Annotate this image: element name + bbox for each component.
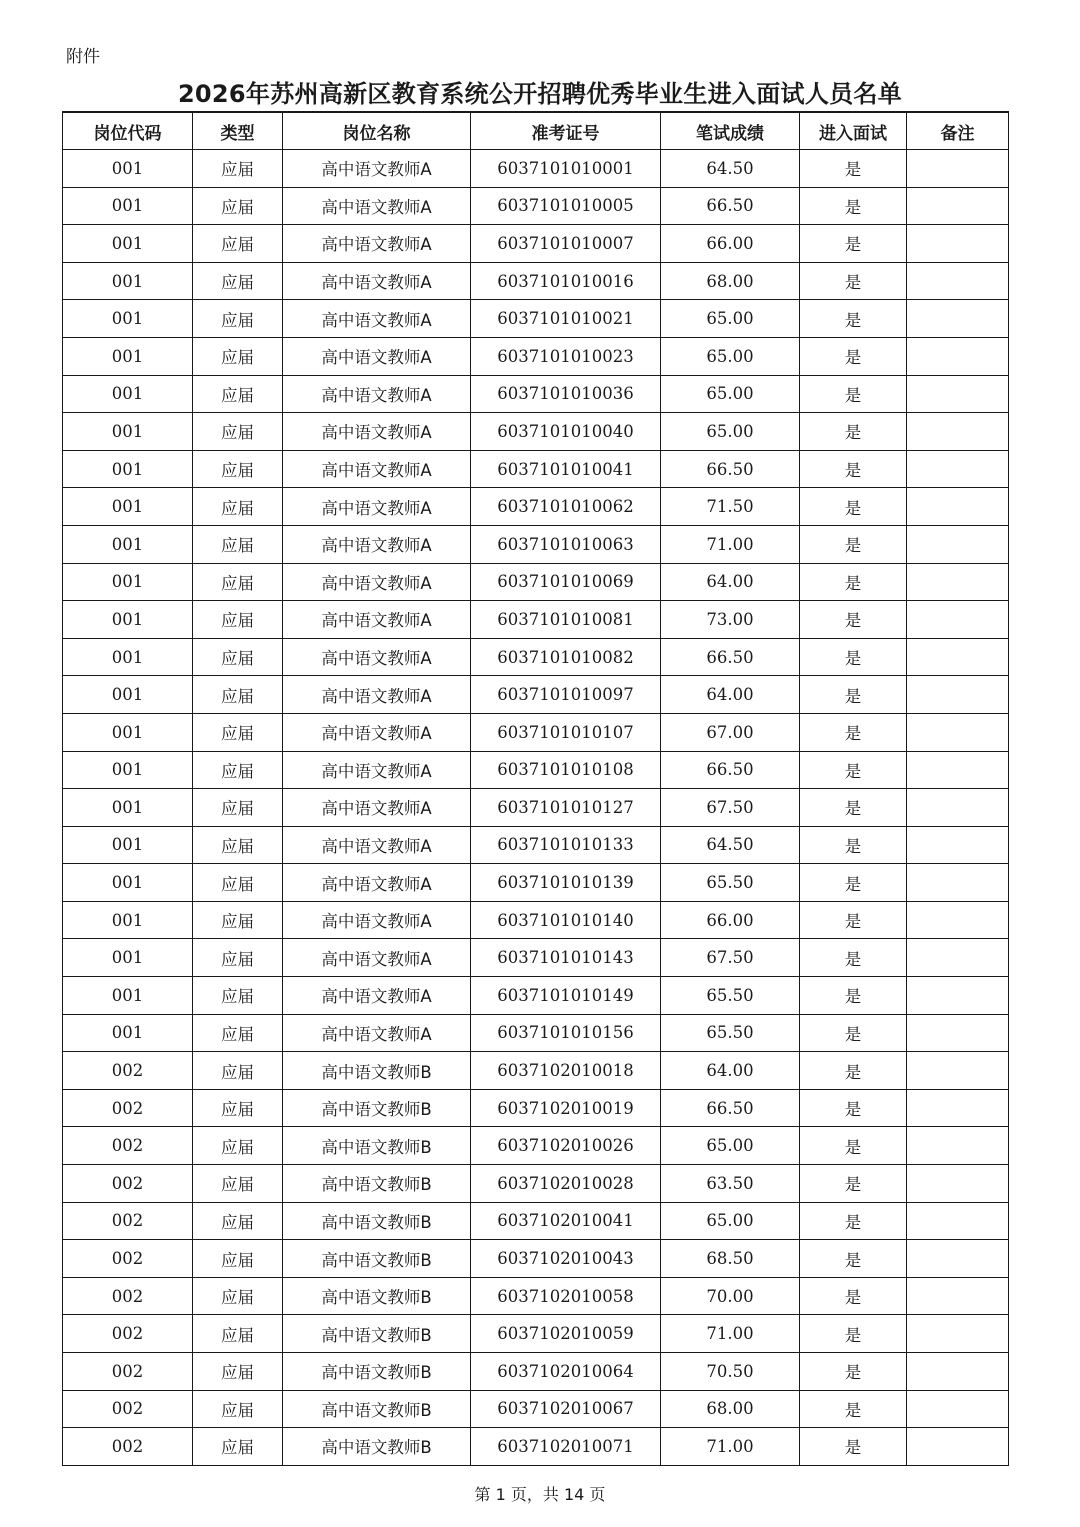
cell-remarks	[907, 225, 1009, 263]
cell-type: 应届	[193, 826, 283, 864]
cell-post-name: 高中语文教师A	[283, 375, 471, 413]
cell-post-name: 高中语文教师A	[283, 563, 471, 601]
cell-remarks	[907, 1240, 1009, 1278]
cell-remarks	[907, 1202, 1009, 1240]
cell-remarks	[907, 187, 1009, 225]
cell-type: 应届	[193, 1089, 283, 1127]
cell-post-code: 002	[63, 1277, 193, 1315]
cell-written-score: 67.50	[661, 789, 800, 827]
cell-written-score: 71.50	[661, 488, 800, 526]
cell-remarks	[907, 1052, 1009, 1090]
cell-interview: 是	[800, 1089, 907, 1127]
cell-type: 应届	[193, 563, 283, 601]
cell-written-score: 66.00	[661, 225, 800, 263]
cell-written-score: 71.00	[661, 1428, 800, 1466]
cell-type: 应届	[193, 300, 283, 338]
cell-type: 应届	[193, 262, 283, 300]
table-row	[63, 939, 1009, 977]
cell-remarks	[907, 1014, 1009, 1052]
cell-remarks	[907, 638, 1009, 676]
cell-post-code: 002	[63, 1127, 193, 1165]
table-row	[63, 1428, 1009, 1466]
cell-interview: 是	[800, 638, 907, 676]
cell-exam-ticket: 6037101010001	[471, 150, 661, 188]
cell-written-score: 66.50	[661, 638, 800, 676]
cell-exam-ticket: 6037101010016	[471, 262, 661, 300]
table-row	[63, 300, 1009, 338]
cell-post-name: 高中语文教师A	[283, 676, 471, 714]
cell-written-score: 65.00	[661, 300, 800, 338]
cell-exam-ticket: 6037101010140	[471, 901, 661, 939]
cell-post-code: 001	[63, 789, 193, 827]
cell-exam-ticket: 6037101010081	[471, 601, 661, 639]
cell-written-score: 65.00	[661, 413, 800, 451]
cell-remarks	[907, 375, 1009, 413]
cell-interview: 是	[800, 826, 907, 864]
cell-post-code: 001	[63, 826, 193, 864]
cell-post-name: 高中语文教师A	[283, 1014, 471, 1052]
cell-interview: 是	[800, 225, 907, 263]
cell-interview: 是	[800, 713, 907, 751]
cell-interview: 是	[800, 1428, 907, 1466]
cell-written-score: 65.50	[661, 864, 800, 902]
cell-type: 应届	[193, 1277, 283, 1315]
cell-type: 应届	[193, 601, 283, 639]
cell-remarks	[907, 337, 1009, 375]
table-row	[63, 1277, 1009, 1315]
cell-post-name: 高中语文教师A	[283, 262, 471, 300]
cell-exam-ticket: 6037101010007	[471, 225, 661, 263]
table-row	[63, 977, 1009, 1015]
cell-type: 应届	[193, 713, 283, 751]
cell-interview: 是	[800, 1277, 907, 1315]
cell-type: 应届	[193, 1390, 283, 1428]
cell-written-score: 66.50	[661, 1089, 800, 1127]
cell-post-name: 高中语文教师A	[283, 901, 471, 939]
cell-type: 应届	[193, 1165, 283, 1203]
cell-exam-ticket: 6037101010069	[471, 563, 661, 601]
cell-written-score: 65.00	[661, 375, 800, 413]
cell-exam-ticket: 6037101010063	[471, 525, 661, 563]
cell-post-name: 高中语文教师B	[283, 1052, 471, 1090]
cell-post-code: 001	[63, 1014, 193, 1052]
cell-post-code: 001	[63, 187, 193, 225]
cell-post-code: 001	[63, 300, 193, 338]
cell-interview: 是	[800, 488, 907, 526]
cell-post-name: 高中语文教师A	[283, 638, 471, 676]
cell-exam-ticket: 6037101010097	[471, 676, 661, 714]
cell-exam-ticket: 6037101010062	[471, 488, 661, 526]
cell-post-name: 高中语文教师A	[283, 939, 471, 977]
cell-interview: 是	[800, 1014, 907, 1052]
cell-remarks	[907, 751, 1009, 789]
column-header-written-score: 笔试成绩	[661, 112, 800, 150]
cell-post-name: 高中语文教师A	[283, 826, 471, 864]
cell-exam-ticket: 6037101010143	[471, 939, 661, 977]
cell-post-code: 001	[63, 864, 193, 902]
cell-remarks	[907, 789, 1009, 827]
cell-post-name: 高中语文教师B	[283, 1353, 471, 1391]
table-header-row	[63, 112, 1009, 150]
cell-post-name: 高中语文教师A	[283, 337, 471, 375]
cell-interview: 是	[800, 939, 907, 977]
cell-written-score: 68.50	[661, 1240, 800, 1278]
cell-interview: 是	[800, 187, 907, 225]
cell-exam-ticket: 6037101010005	[471, 187, 661, 225]
cell-written-score: 70.00	[661, 1277, 800, 1315]
table-row	[63, 826, 1009, 864]
column-header-post-code: 岗位代码	[63, 112, 193, 150]
cell-written-score: 65.00	[661, 1127, 800, 1165]
cell-post-code: 001	[63, 337, 193, 375]
cell-type: 应届	[193, 901, 283, 939]
cell-type: 应届	[193, 1428, 283, 1466]
table-row	[63, 563, 1009, 601]
cell-type: 应届	[193, 525, 283, 563]
cell-post-code: 001	[63, 638, 193, 676]
cell-post-code: 002	[63, 1353, 193, 1391]
cell-type: 应届	[193, 1240, 283, 1278]
cell-post-code: 001	[63, 450, 193, 488]
cell-type: 应届	[193, 413, 283, 451]
cell-type: 应届	[193, 1315, 283, 1353]
cell-type: 应届	[193, 638, 283, 676]
cell-remarks	[907, 262, 1009, 300]
table-row	[63, 488, 1009, 526]
cell-interview: 是	[800, 1052, 907, 1090]
cell-exam-ticket: 6037101010036	[471, 375, 661, 413]
cell-post-name: 高中语文教师A	[283, 225, 471, 263]
cell-type: 应届	[193, 337, 283, 375]
cell-written-score: 64.50	[661, 150, 800, 188]
cell-written-score: 64.00	[661, 676, 800, 714]
table-row	[63, 413, 1009, 451]
cell-post-code: 002	[63, 1390, 193, 1428]
cell-post-name: 高中语文教师A	[283, 525, 471, 563]
cell-written-score: 67.50	[661, 939, 800, 977]
cell-type: 应届	[193, 789, 283, 827]
cell-exam-ticket: 6037101010107	[471, 713, 661, 751]
cell-exam-ticket: 6037101010040	[471, 413, 661, 451]
cell-interview: 是	[800, 413, 907, 451]
cell-written-score: 65.00	[661, 1202, 800, 1240]
cell-post-name: 高中语文教师B	[283, 1089, 471, 1127]
cell-interview: 是	[800, 977, 907, 1015]
cell-post-name: 高中语文教师A	[283, 150, 471, 188]
cell-remarks	[907, 1165, 1009, 1203]
cell-exam-ticket: 6037101010023	[471, 337, 661, 375]
cell-post-code: 002	[63, 1165, 193, 1203]
table-row	[63, 337, 1009, 375]
cell-exam-ticket: 6037102010026	[471, 1127, 661, 1165]
table-row	[63, 864, 1009, 902]
cell-interview: 是	[800, 751, 907, 789]
cell-written-score: 71.00	[661, 1315, 800, 1353]
cell-type: 应届	[193, 751, 283, 789]
cell-interview: 是	[800, 789, 907, 827]
cell-exam-ticket: 6037102010059	[471, 1315, 661, 1353]
cell-exam-ticket: 6037101010133	[471, 826, 661, 864]
table-row	[63, 1202, 1009, 1240]
cell-type: 应届	[193, 187, 283, 225]
cell-exam-ticket: 6037101010021	[471, 300, 661, 338]
cell-post-name: 高中语文教师B	[283, 1315, 471, 1353]
cell-written-score: 64.00	[661, 1052, 800, 1090]
cell-post-name: 高中语文教师A	[283, 187, 471, 225]
cell-post-code: 001	[63, 488, 193, 526]
table-row	[63, 1353, 1009, 1391]
table-row	[63, 1165, 1009, 1203]
cell-exam-ticket: 6037101010127	[471, 789, 661, 827]
cell-post-name: 高中语文教师B	[283, 1390, 471, 1428]
cell-post-code: 001	[63, 525, 193, 563]
cell-written-score: 66.50	[661, 751, 800, 789]
cell-exam-ticket: 6037102010018	[471, 1052, 661, 1090]
cell-exam-ticket: 6037102010064	[471, 1353, 661, 1391]
cell-post-name: 高中语文教师A	[283, 751, 471, 789]
page-number: 第 1 页，共 14 页	[474, 1485, 606, 1504]
column-header-interview: 进入面试	[800, 112, 907, 150]
cell-remarks	[907, 939, 1009, 977]
cell-type: 应届	[193, 150, 283, 188]
cell-remarks	[907, 1353, 1009, 1391]
cell-remarks	[907, 713, 1009, 751]
cell-exam-ticket: 6037102010071	[471, 1428, 661, 1466]
cell-post-name: 高中语文教师A	[283, 977, 471, 1015]
cell-post-name: 高中语文教师B	[283, 1127, 471, 1165]
cell-exam-ticket: 6037102010043	[471, 1240, 661, 1278]
cell-exam-ticket: 6037101010139	[471, 864, 661, 902]
cell-post-code: 002	[63, 1052, 193, 1090]
table-row	[63, 187, 1009, 225]
cell-post-name: 高中语文教师A	[283, 864, 471, 902]
cell-remarks	[907, 901, 1009, 939]
cell-post-code: 002	[63, 1315, 193, 1353]
cell-remarks	[907, 977, 1009, 1015]
cell-post-code: 001	[63, 751, 193, 789]
cell-remarks	[907, 413, 1009, 451]
cell-interview: 是	[800, 1353, 907, 1391]
cell-post-code: 001	[63, 977, 193, 1015]
cell-interview: 是	[800, 1127, 907, 1165]
table-row	[63, 713, 1009, 751]
cell-remarks	[907, 864, 1009, 902]
cell-written-score: 66.50	[661, 187, 800, 225]
cell-exam-ticket: 6037102010058	[471, 1277, 661, 1315]
table-row	[63, 1052, 1009, 1090]
cell-type: 应届	[193, 375, 283, 413]
cell-remarks	[907, 525, 1009, 563]
cell-type: 应届	[193, 1202, 283, 1240]
table-row	[63, 751, 1009, 789]
cell-remarks	[907, 488, 1009, 526]
table-row	[63, 1390, 1009, 1428]
cell-post-code: 001	[63, 413, 193, 451]
cell-interview: 是	[800, 337, 907, 375]
cell-post-code: 001	[63, 150, 193, 188]
table-body	[63, 150, 1009, 1466]
cell-remarks	[907, 676, 1009, 714]
cell-post-name: 高中语文教师A	[283, 413, 471, 451]
cell-post-name: 高中语文教师A	[283, 713, 471, 751]
table-row	[63, 1014, 1009, 1052]
cell-exam-ticket: 6037102010019	[471, 1089, 661, 1127]
cell-post-code: 001	[63, 262, 193, 300]
cell-remarks	[907, 300, 1009, 338]
cell-interview: 是	[800, 375, 907, 413]
column-header-exam-ticket: 准考证号	[471, 112, 661, 150]
cell-written-score: 65.50	[661, 977, 800, 1015]
cell-post-code: 002	[63, 1089, 193, 1127]
cell-post-code: 001	[63, 601, 193, 639]
cell-post-name: 高中语文教师A	[283, 300, 471, 338]
cell-post-name: 高中语文教师B	[283, 1428, 471, 1466]
cell-written-score: 65.00	[661, 337, 800, 375]
attachment-label: 附件	[66, 47, 100, 67]
cell-written-score: 67.00	[661, 713, 800, 751]
cell-interview: 是	[800, 563, 907, 601]
cell-post-code: 002	[63, 1202, 193, 1240]
cell-written-score: 64.50	[661, 826, 800, 864]
cell-interview: 是	[800, 864, 907, 902]
cell-remarks	[907, 1315, 1009, 1353]
column-header-type: 类型	[193, 112, 283, 150]
cell-interview: 是	[800, 901, 907, 939]
cell-post-code: 001	[63, 713, 193, 751]
cell-written-score: 73.00	[661, 601, 800, 639]
cell-remarks	[907, 563, 1009, 601]
cell-post-code: 001	[63, 901, 193, 939]
cell-type: 应届	[193, 1353, 283, 1391]
cell-post-code: 001	[63, 676, 193, 714]
cell-post-code: 001	[63, 939, 193, 977]
cell-interview: 是	[800, 450, 907, 488]
cell-type: 应届	[193, 1127, 283, 1165]
cell-interview: 是	[800, 300, 907, 338]
cell-interview: 是	[800, 262, 907, 300]
cell-written-score: 68.00	[661, 262, 800, 300]
cell-exam-ticket: 6037102010067	[471, 1390, 661, 1428]
cell-remarks	[907, 1127, 1009, 1165]
table-row	[63, 789, 1009, 827]
cell-post-name: 高中语文教师A	[283, 450, 471, 488]
table-row	[63, 525, 1009, 563]
cell-exam-ticket: 6037101010108	[471, 751, 661, 789]
cell-post-code: 001	[63, 563, 193, 601]
cell-remarks	[907, 1089, 1009, 1127]
cell-interview: 是	[800, 676, 907, 714]
interview-roster-table	[62, 111, 1009, 1466]
column-header-post-name: 岗位名称	[283, 112, 471, 150]
table-row	[63, 1240, 1009, 1278]
cell-type: 应届	[193, 939, 283, 977]
table-row	[63, 150, 1009, 188]
cell-type: 应届	[193, 864, 283, 902]
cell-exam-ticket: 6037101010041	[471, 450, 661, 488]
cell-remarks	[907, 1390, 1009, 1428]
table-row	[63, 901, 1009, 939]
cell-type: 应届	[193, 977, 283, 1015]
cell-type: 应届	[193, 1052, 283, 1090]
cell-post-name: 高中语文教师B	[283, 1165, 471, 1203]
table-row	[63, 601, 1009, 639]
table-row	[63, 638, 1009, 676]
cell-post-name: 高中语文教师A	[283, 488, 471, 526]
cell-written-score: 65.50	[661, 1014, 800, 1052]
cell-post-code: 001	[63, 375, 193, 413]
table-row	[63, 676, 1009, 714]
cell-interview: 是	[800, 1315, 907, 1353]
cell-written-score: 66.00	[661, 901, 800, 939]
cell-post-name: 高中语文教师B	[283, 1277, 471, 1315]
cell-exam-ticket: 6037102010028	[471, 1165, 661, 1203]
cell-post-code: 002	[63, 1428, 193, 1466]
cell-written-score: 70.50	[661, 1353, 800, 1391]
cell-written-score: 64.00	[661, 563, 800, 601]
cell-type: 应届	[193, 225, 283, 263]
cell-interview: 是	[800, 1390, 907, 1428]
cell-remarks	[907, 826, 1009, 864]
cell-remarks	[907, 601, 1009, 639]
cell-written-score: 66.50	[661, 450, 800, 488]
table-row	[63, 262, 1009, 300]
cell-type: 应届	[193, 488, 283, 526]
cell-post-name: 高中语文教师B	[283, 1202, 471, 1240]
cell-post-code: 001	[63, 225, 193, 263]
cell-post-code: 002	[63, 1240, 193, 1278]
table-row	[63, 450, 1009, 488]
document-title: 2026年苏州高新区教育系统公开招聘优秀毕业生进入面试人员名单	[177, 80, 903, 108]
cell-interview: 是	[800, 1240, 907, 1278]
cell-post-name: 高中语文教师A	[283, 601, 471, 639]
cell-type: 应届	[193, 676, 283, 714]
cell-type: 应届	[193, 1014, 283, 1052]
cell-interview: 是	[800, 1202, 907, 1240]
table-row	[63, 225, 1009, 263]
cell-remarks	[907, 150, 1009, 188]
cell-post-name: 高中语文教师A	[283, 789, 471, 827]
cell-remarks	[907, 450, 1009, 488]
cell-post-name: 高中语文教师B	[283, 1240, 471, 1278]
cell-written-score: 71.00	[661, 525, 800, 563]
cell-interview: 是	[800, 601, 907, 639]
cell-exam-ticket: 6037101010082	[471, 638, 661, 676]
cell-remarks	[907, 1428, 1009, 1466]
cell-written-score: 68.00	[661, 1390, 800, 1428]
cell-exam-ticket: 6037101010149	[471, 977, 661, 1015]
table-row	[63, 1127, 1009, 1165]
table-row	[63, 1315, 1009, 1353]
cell-remarks	[907, 1277, 1009, 1315]
cell-interview: 是	[800, 525, 907, 563]
cell-type: 应届	[193, 450, 283, 488]
cell-exam-ticket: 6037102010041	[471, 1202, 661, 1240]
column-header-remarks: 备注	[907, 112, 1009, 150]
table-row	[63, 1089, 1009, 1127]
cell-interview: 是	[800, 1165, 907, 1203]
cell-interview: 是	[800, 150, 907, 188]
cell-exam-ticket: 6037101010156	[471, 1014, 661, 1052]
cell-written-score: 63.50	[661, 1165, 800, 1203]
table-row	[63, 375, 1009, 413]
